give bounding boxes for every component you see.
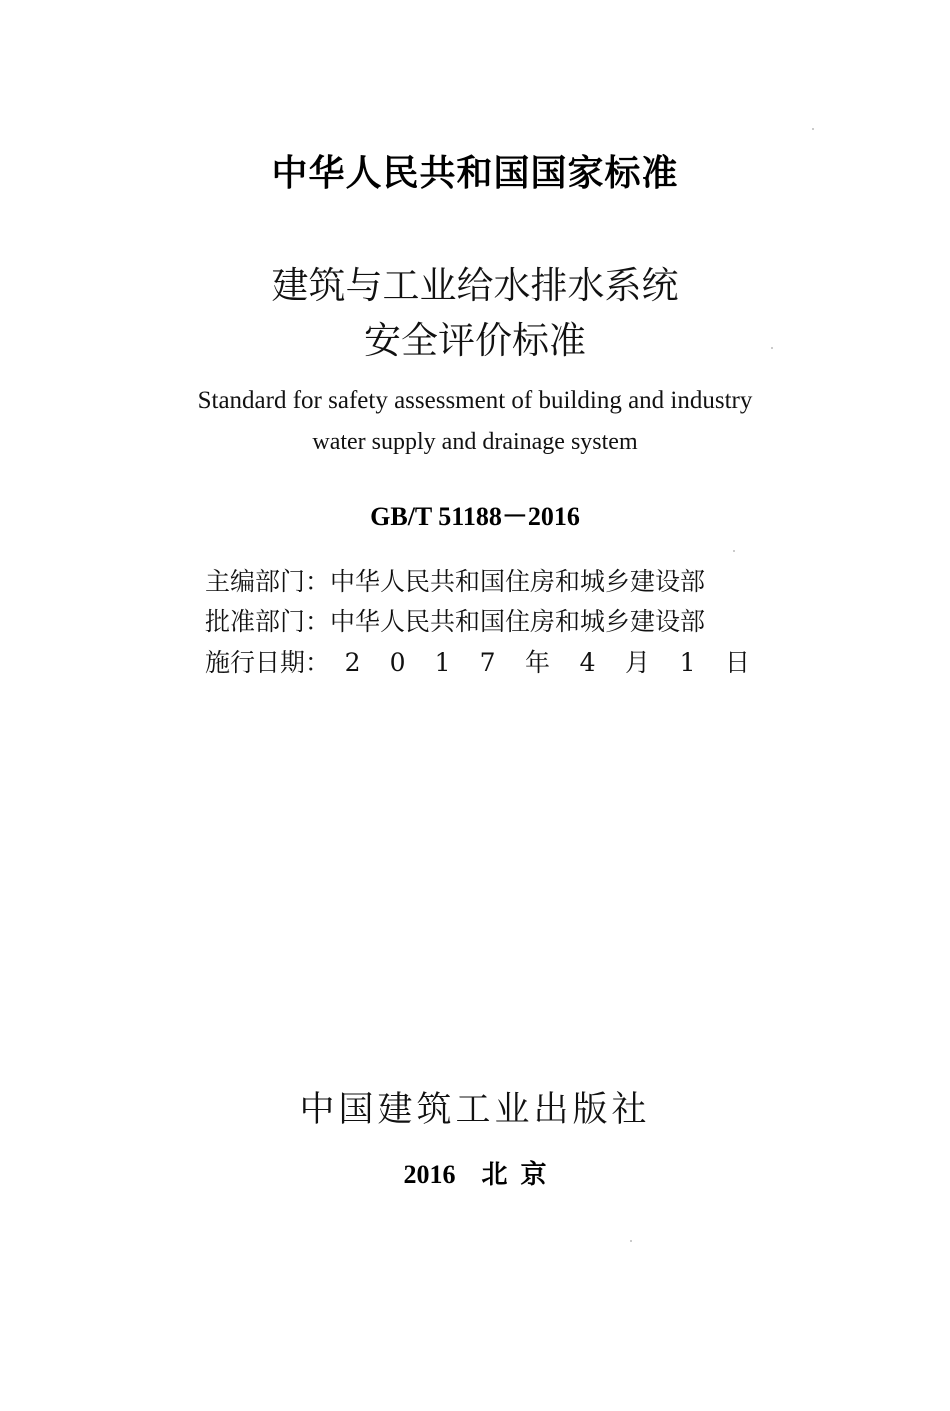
- approver-label: 批准部门：: [205, 607, 331, 636]
- scan-speck: [812, 128, 814, 130]
- standard-code: GB/T 51188－2016: [370, 502, 580, 531]
- national-standard-heading: 中华人民共和国国家标准: [271, 153, 679, 194]
- scan-speck: [630, 1240, 632, 1242]
- editor-label: 主编部门：: [205, 567, 331, 596]
- editor-row: [205, 562, 705, 598]
- date-char: 日: [725, 648, 751, 677]
- approver-value: 中华人民共和国住房和城乡建设部: [330, 607, 706, 636]
- publisher-name: 中国建筑工业出版社: [299, 1090, 651, 1130]
- date-char: 1: [679, 648, 696, 677]
- date-char: 月: [625, 648, 651, 677]
- date-char: 1: [434, 648, 451, 677]
- publication-place: [0, 1154, 950, 1191]
- effective-date-label: 施行日期：: [205, 648, 331, 677]
- editor-value: 中华人民共和国住房和城乡建设部: [330, 567, 706, 596]
- date-char: 4: [579, 648, 596, 677]
- title-cn-line1: 建筑与工业给水排水系统: [271, 264, 679, 307]
- scan-speck: [733, 550, 735, 552]
- date-char: 0: [389, 648, 406, 677]
- date-char: 2: [344, 648, 361, 677]
- effective-date-row: [205, 643, 765, 679]
- date-char: 7: [479, 648, 496, 677]
- title-cn-line2: 安全评价标准: [364, 319, 586, 362]
- scan-speck: [771, 347, 773, 349]
- title-en-line2: water supply and drainage system: [312, 429, 638, 455]
- effective-date-value: [330, 643, 765, 679]
- publication-city: 北 京: [481, 1160, 547, 1189]
- title-en-line1: Standard for safety assessment of building and industry: [197, 387, 753, 414]
- publication-year: 2016: [403, 1160, 456, 1189]
- date-char: 年: [525, 648, 551, 677]
- approver-row: [205, 602, 705, 638]
